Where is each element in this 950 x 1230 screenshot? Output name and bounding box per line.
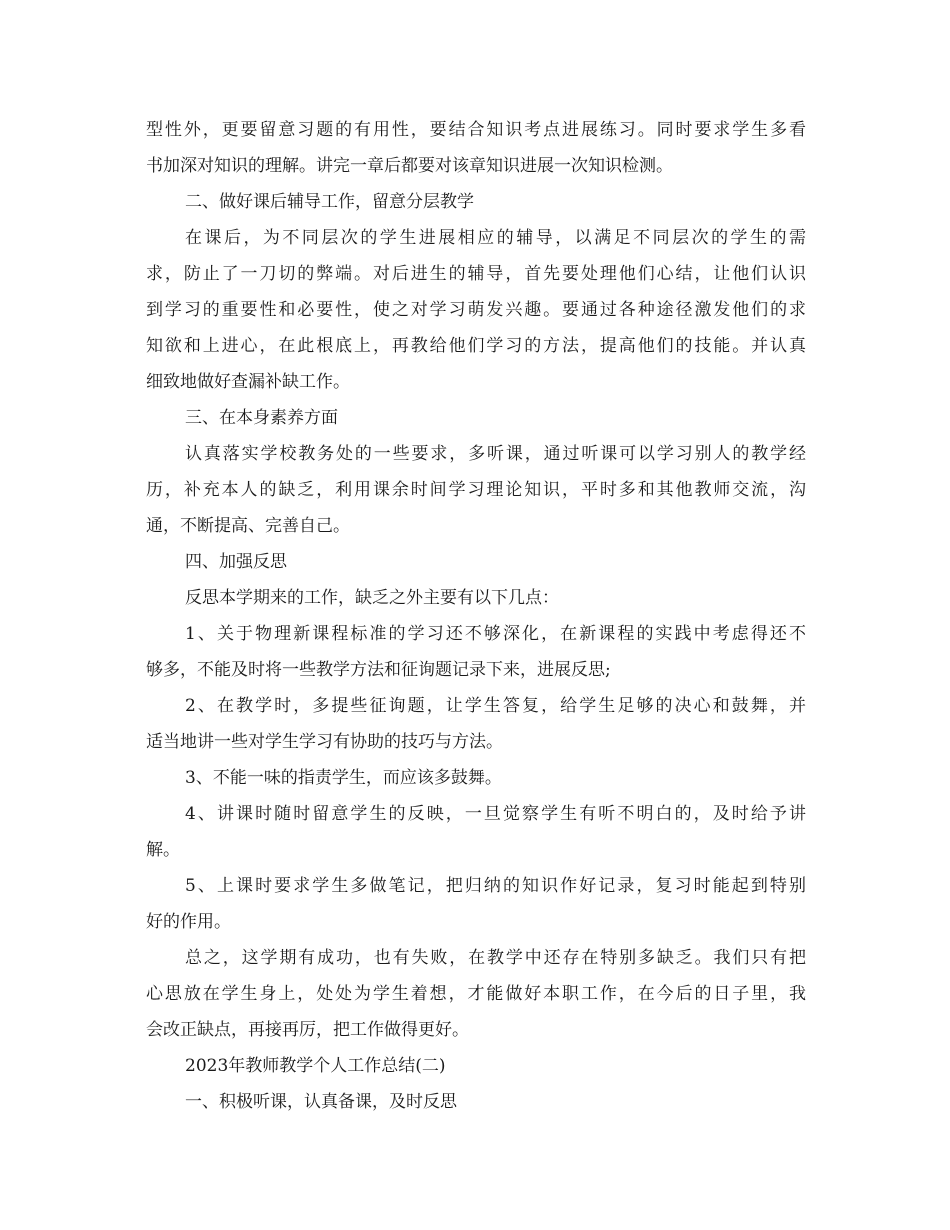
- paragraph-line: [146, 580, 806, 616]
- line-text: 2、在教学时，多提些征询题，让学生答复，给学生足够的决心和鼓舞，并: [185, 696, 806, 716]
- line-text: 5、上课时要求学生多做笔记，把归纳的知识作好记录，复习时能起到特别: [185, 876, 806, 896]
- line-text: 求，防止了一刀切的弊端。对后进生的辅导，首先要处理他们心结，让他们认识: [146, 264, 806, 284]
- line-text: 1、关于物理新课程标准的学习还不够深化，在新课程的实践中考虑得还不: [185, 624, 806, 644]
- line-text: 心思放在学生身上，处处为学生着想，才能做好本职工作，在今后的日子里，我: [146, 984, 806, 1004]
- line-text: 知欲和上进心，在此根底上，再教给他们学习的方法，提高他们的技能。并认真: [146, 336, 806, 356]
- paragraph-line: [146, 1012, 806, 1048]
- section-heading: [146, 184, 806, 220]
- line-text: 到学习的重要性和必要性，使之对学习萌发兴趣。要通过各种途径激发他们的求: [146, 300, 806, 320]
- list-item-line: [146, 904, 806, 940]
- paragraph-line: [146, 148, 806, 184]
- line-text: 一、积极听课，认真备课，及时反思: [185, 1092, 457, 1112]
- line-text: 4、讲课时随时留意学生的反映，一旦觉察学生有听不明白的，及时给予讲: [185, 804, 806, 824]
- list-item-line: [146, 616, 806, 652]
- line-text: 解。: [146, 840, 180, 860]
- line-text: 二、做好课后辅导工作，留意分层教学: [185, 192, 474, 212]
- section-heading: [146, 1084, 806, 1120]
- line-text: 3、不能一味的指责学生，而应该多鼓舞。: [185, 768, 502, 788]
- line-text: 历，补充本人的缺乏，利用课余时间学习理论知识，平时多和其他教师交流，沟: [146, 480, 806, 500]
- paragraph-line: [146, 292, 806, 328]
- section-heading: [146, 544, 806, 580]
- line-text: 细致地做好查漏补缺工作。: [146, 372, 350, 392]
- section-heading: [146, 400, 806, 436]
- paragraph-line: [146, 508, 806, 544]
- line-text: 书加深对知识的理解。讲完一章后都要对该章知识进展一次知识检测。: [146, 156, 673, 176]
- line-text: 在课后，为不同层次的学生进展相应的辅导，以满足不同层次的学生的需: [185, 228, 806, 248]
- document-body: [146, 112, 806, 1120]
- paragraph-line: [146, 436, 806, 472]
- line-text: 通，不断提高、完善自己。: [146, 516, 350, 536]
- paragraph-line: [146, 976, 806, 1012]
- paragraph-line: [146, 940, 806, 976]
- list-item-line: [146, 760, 806, 796]
- list-item-line: [146, 868, 806, 904]
- list-item-line: [146, 652, 806, 688]
- paragraph-line: [146, 472, 806, 508]
- line-text: 三、在本身素养方面: [185, 408, 338, 428]
- line-text: 适当地讲一些对学生学习有协助的技巧与方法。: [146, 732, 503, 752]
- paragraph-line: [146, 364, 806, 400]
- line-text: 型性外，更要留意习题的有用性，要结合知识考点进展练习。同时要求学生多看: [146, 120, 806, 140]
- line-text: 2023年教师教学个人工作总结(二): [185, 1056, 446, 1076]
- document-subtitle: [146, 1048, 806, 1084]
- line-text: 反思本学期来的工作，缺乏之外主要有以下几点：: [185, 588, 559, 608]
- line-text: 总之，这学期有成功，也有失败，在教学中还存在特别多缺乏。我们只有把: [185, 948, 806, 968]
- paragraph-line: [146, 256, 806, 292]
- paragraph-line: [146, 112, 806, 148]
- list-item-line: [146, 724, 806, 760]
- line-text: 够多，不能及时将一些教学方法和征询题记录下来，进展反思;: [146, 660, 611, 680]
- line-text: 会改正缺点，再接再厉，把工作做得更好。: [146, 1020, 469, 1040]
- paragraph-line: [146, 220, 806, 256]
- list-item-line: [146, 832, 806, 868]
- line-text: 好的作用。: [146, 912, 231, 932]
- paragraph-line: [146, 328, 806, 364]
- list-item-line: [146, 796, 806, 832]
- list-item-line: [146, 688, 806, 724]
- line-text: 认真落实学校教务处的一些要求，多听课，通过听课可以学习别人的教学经: [185, 444, 806, 464]
- line-text: 四、加强反思: [185, 552, 287, 572]
